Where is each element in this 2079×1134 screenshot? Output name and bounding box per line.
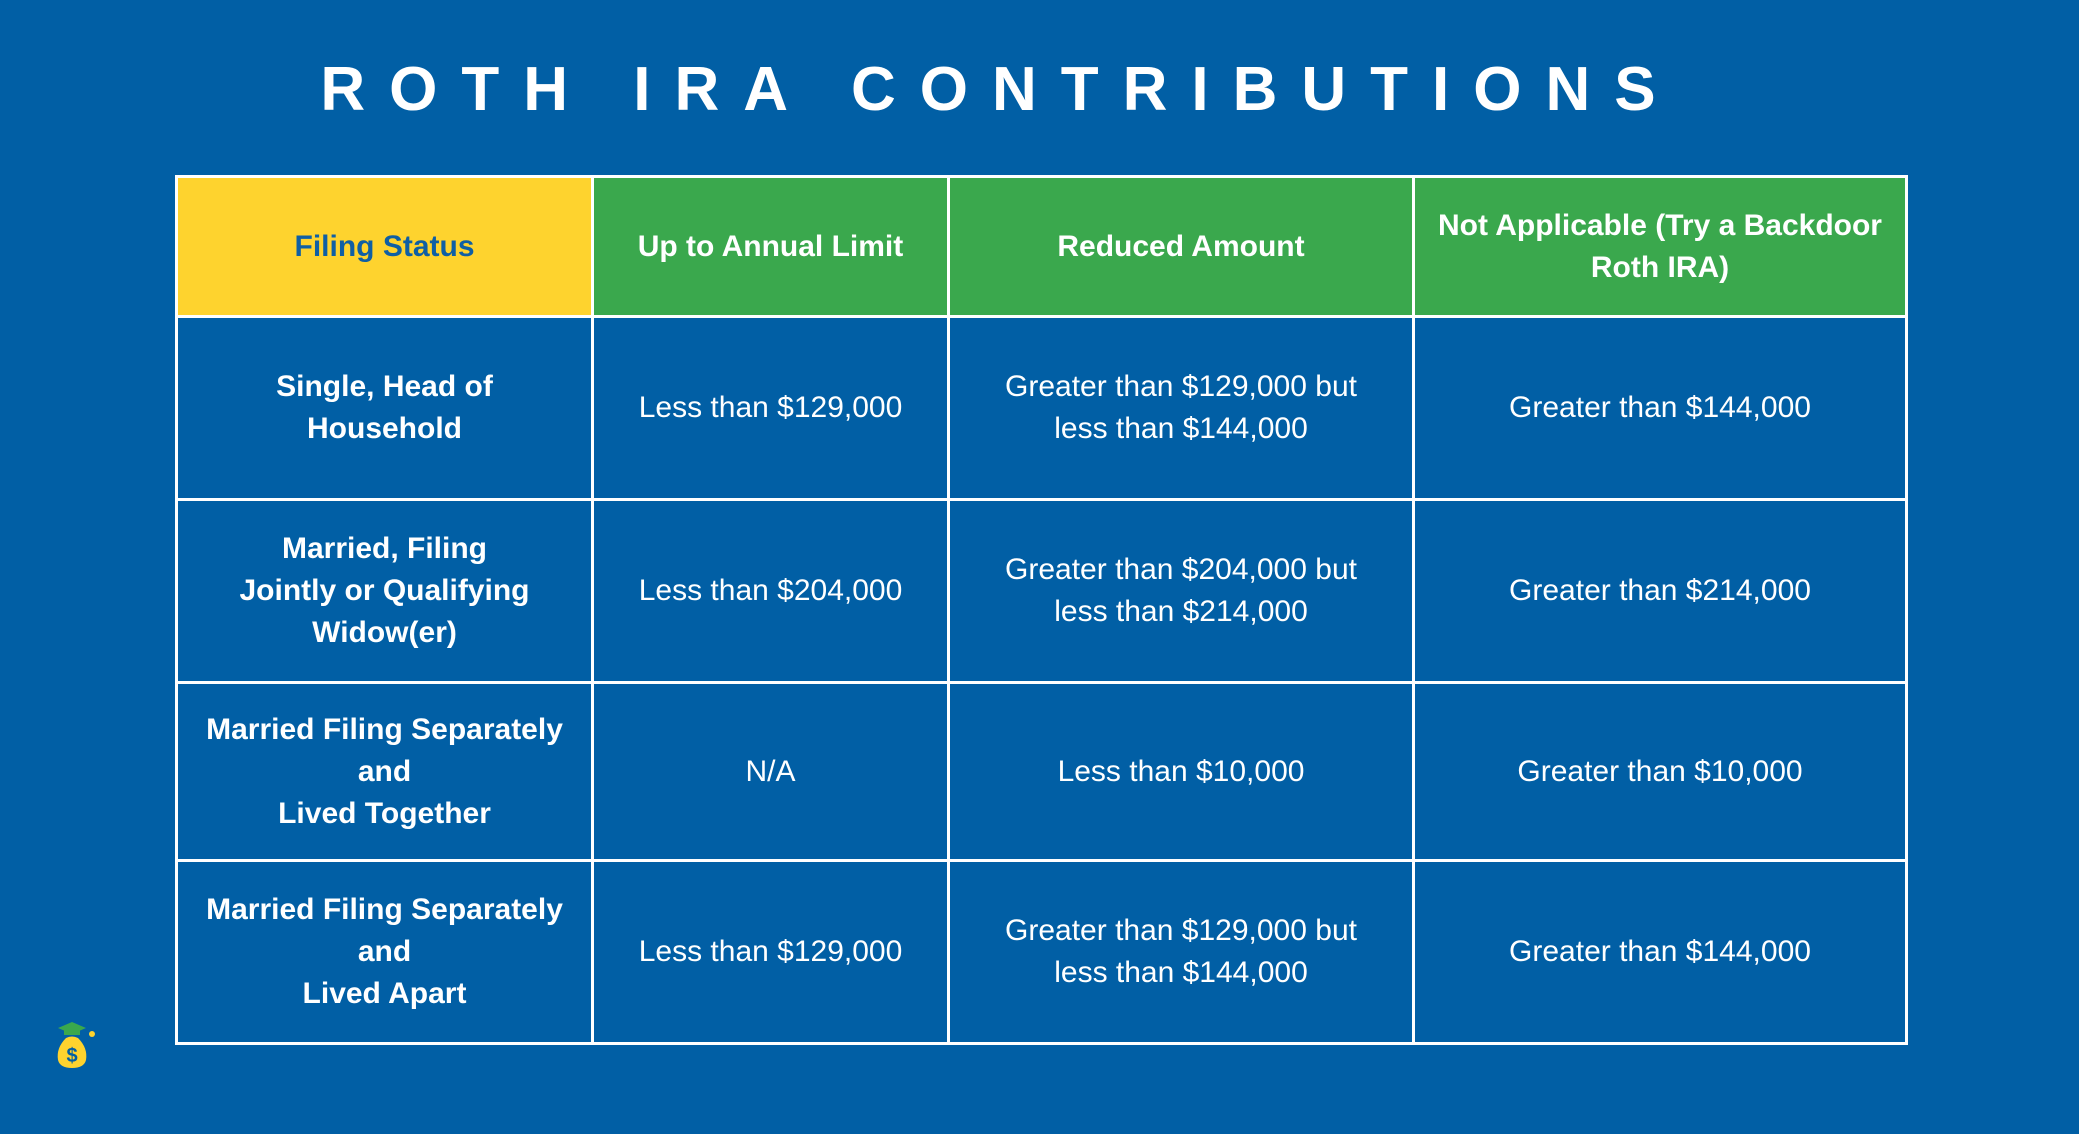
annual-limit-cell: N/A [593,683,949,861]
filing-status-cell: Single, Head of Household [177,317,593,500]
reduced-amount-cell: Greater than $129,000 but less than $144,000 [949,317,1414,500]
filing-status-cell: Married Filing Separately and Lived Together [177,683,593,861]
table-header-row [177,177,1907,317]
filing-status-cell: Married Filing Separately and Lived Apart [177,861,593,1044]
annual-limit-cell: Less than $129,000 [593,317,949,500]
filing-status-cell: Married, Filing Jointly or Qualifying Widow(er) [177,500,593,683]
not-applicable-cell: Greater than $10,000 [1414,683,1907,861]
table-row [177,683,1907,861]
annual-limit-cell: Less than $204,000 [593,500,949,683]
table-row [177,500,1907,683]
svg-text:$: $ [66,1045,78,1067]
table-row [177,317,1907,500]
header-annual-limit: Up to Annual Limit [593,177,949,317]
not-applicable-cell: Greater than $144,000 [1414,317,1907,500]
reduced-amount-cell: Less than $10,000 [949,683,1414,861]
not-applicable-cell: Greater than $214,000 [1414,500,1907,683]
reduced-amount-cell: Greater than $204,000 but less than $214,000 [949,500,1414,683]
annual-limit-cell: Less than $129,000 [593,861,949,1044]
header-not-applicable: Not Applicable (Try a Backdoor Roth IRA) [1414,177,1907,317]
contributions-table [175,175,1908,1045]
header-filing-status: Filing Status [177,177,593,317]
page-title: ROTH IRA CONTRIBUTIONS [320,55,1680,124]
not-applicable-cell: Greater than $144,000 [1414,861,1907,1044]
money-bag-graduation-cap-icon [54,1020,98,1072]
table-row [177,861,1907,1044]
reduced-amount-cell: Greater than $129,000 but less than $144,000 [949,861,1414,1044]
header-reduced-amount: Reduced Amount [949,177,1414,317]
